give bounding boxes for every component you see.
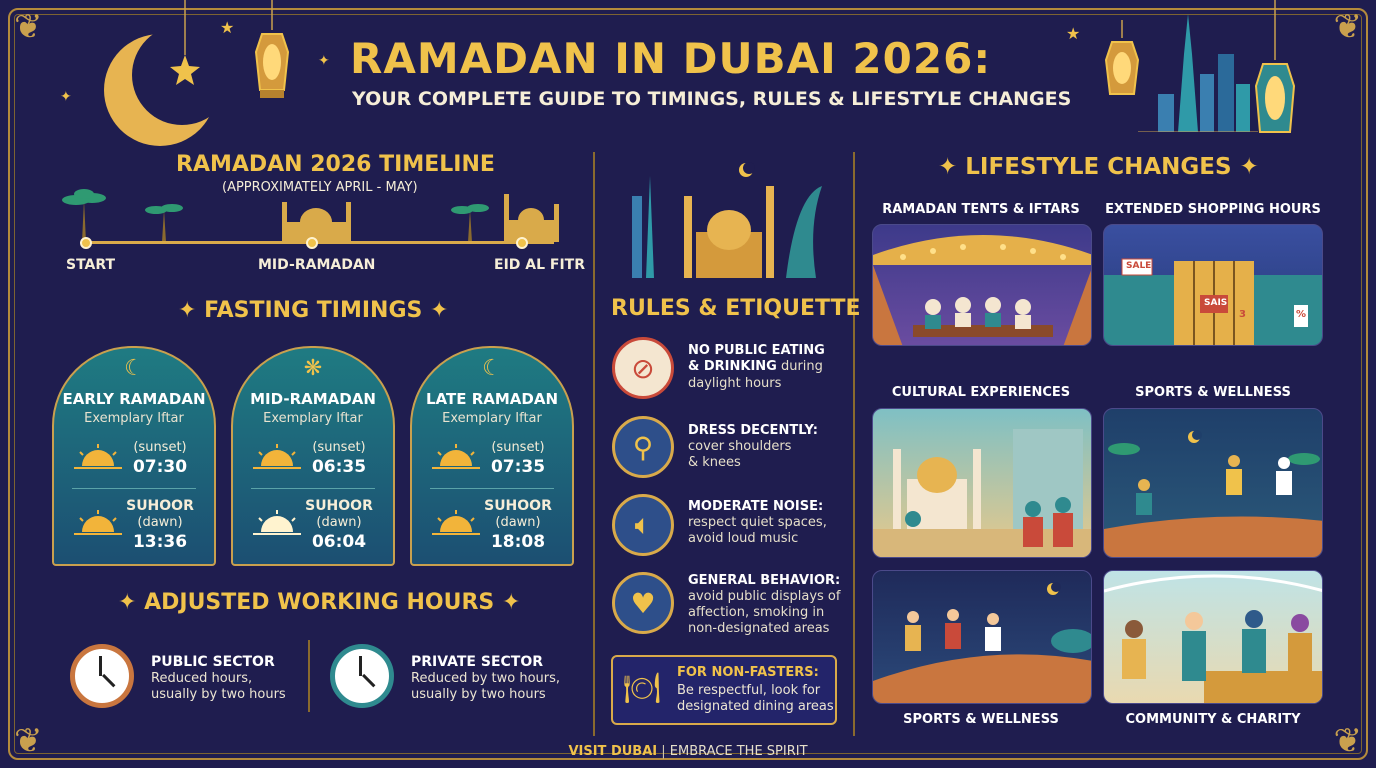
- corner-ornament-icon: ❦: [14, 7, 43, 47]
- suhoor-sub: (dawn): [137, 515, 183, 530]
- rule-4-body-3: non-designated areas: [688, 621, 830, 636]
- ornament-icon: ❋: [303, 356, 323, 381]
- card-subtitle: Exemplary Iftar: [263, 411, 363, 426]
- timeline-title: RAMADAN 2026 TIMELINE: [176, 152, 495, 177]
- rule-1-head: NO PUBLIC EATING: [688, 343, 825, 358]
- rule-3-body-1: respect quiet spaces,: [688, 515, 827, 530]
- non-fasters-line1: Be respectful, look for: [677, 683, 821, 698]
- sparkle-icon: ✦: [178, 298, 205, 323]
- timeline-point-start: [80, 237, 92, 249]
- rule-4-head: GENERAL BEHAVIOR:: [688, 573, 841, 588]
- tile-ramadan-tents: [872, 224, 1092, 346]
- mosque-skyline-illustration: [626, 156, 836, 280]
- broken-heart-icon: ♥: [612, 572, 674, 634]
- column-divider: [853, 152, 855, 736]
- tent-iftar-illustration: [873, 225, 1092, 346]
- modest-dress-icon: ⚲: [612, 416, 674, 478]
- corner-ornament-icon: ❦: [1333, 721, 1362, 761]
- rules-title: RULES & ETIQUETTE: [611, 296, 861, 321]
- card-separator: [251, 488, 375, 489]
- sparkle-icon: ✦: [422, 298, 449, 323]
- tile-caption: COMMUNITY & CHARITY: [1125, 712, 1301, 727]
- tile-shopping: [1103, 224, 1323, 346]
- rule-3-body-2: avoid loud music: [688, 531, 799, 546]
- dining-icon: 🍽︎: [623, 671, 662, 706]
- sparkle-icon: ✦: [318, 53, 330, 69]
- mall-illustration: [1104, 225, 1323, 346]
- timeline-label-mid: MID-RAMADAN: [258, 257, 376, 273]
- sparkle-icon: ✦: [118, 590, 145, 615]
- corner-ornament-icon: ❦: [14, 721, 43, 761]
- sparkle-icon: ★: [220, 18, 235, 37]
- clock-icon: [70, 644, 134, 708]
- lantern-icon: [250, 0, 294, 110]
- running-illustration: [1104, 409, 1323, 558]
- dubai-skyline-icon: [1138, 14, 1258, 132]
- iftar-time: 06:35: [311, 457, 367, 477]
- fasting-title-text: FASTING TIMINGS: [204, 298, 423, 323]
- private-sector-title: PRIVATE SECTOR: [411, 654, 544, 670]
- fasting-card-late: [410, 346, 574, 566]
- card-separator: [430, 488, 554, 489]
- sunrise-icon: [72, 508, 124, 538]
- rule-2-head: DRESS DECENTLY:: [688, 423, 818, 438]
- page-subtitle: YOUR COMPLETE GUIDE TO TIMINGS, RULES & LIFESTYLE CHANGES: [352, 88, 1072, 110]
- rule-1-head2: [688, 359, 823, 374]
- card-title: MID-RAMADAN: [250, 390, 376, 408]
- suhoor-label: SUHOOR: [484, 498, 552, 514]
- tile-caption: SPORTS & WELLNESS: [1135, 385, 1291, 400]
- hours-divider: [308, 640, 310, 712]
- private-sector-line2: usually by two hours: [411, 687, 546, 702]
- sparkle-icon: ★: [1066, 24, 1081, 43]
- tile-sports-1: [1103, 408, 1323, 558]
- timeline-subtitle: (APPROXIMATELY APRIL - MAY): [222, 180, 418, 195]
- iftar-label: (sunset): [312, 440, 366, 455]
- public-sector-line1: Reduced hours,: [151, 671, 253, 686]
- sale-sign: %: [1296, 309, 1307, 320]
- tile-caption: SPORTS & WELLNESS: [903, 712, 1059, 727]
- clock-hand: [102, 674, 115, 687]
- public-sector-line2: usually by two hours: [151, 687, 286, 702]
- private-sector-line1: Reduced by two hours,: [411, 671, 561, 686]
- page-title: RAMADAN IN DUBAI 2026:: [350, 34, 992, 83]
- clock-hand: [359, 656, 362, 676]
- sparkle-icon: ✦: [60, 89, 72, 105]
- clock-hand: [99, 656, 102, 676]
- timeline-line: [84, 241, 554, 244]
- iftar-time: 07:35: [490, 457, 546, 477]
- jogging-illustration: [873, 571, 1092, 704]
- fasting-card-mid: [231, 346, 395, 566]
- rule-2-body-1: cover shoulders: [688, 439, 792, 454]
- iftar-time: 07:30: [132, 457, 188, 477]
- rule-1-body: daylight hours: [688, 376, 782, 391]
- sale-sign: 3: [1239, 309, 1246, 320]
- working-hours-title: [118, 590, 520, 615]
- sale-sign: SALE: [1126, 261, 1152, 271]
- tile-caption: CULTURAL EXPERIENCES: [891, 385, 1071, 400]
- suhoor-label: SUHOOR: [305, 498, 373, 514]
- rule-4-body-2: affection, smoking in: [688, 605, 825, 620]
- tile-caption: RAMADAN TENTS & IFTARS: [882, 202, 1080, 217]
- timeline-label-end: EID AL FITR: [494, 257, 585, 273]
- footer: [0, 744, 1376, 759]
- fasting-title: [178, 298, 448, 323]
- non-fasters-head: FOR NON-FASTERS:: [677, 665, 819, 680]
- timeline-point-end: [516, 237, 528, 249]
- tile-sports-2: [872, 570, 1092, 704]
- hanging-star-icon: [170, 0, 200, 90]
- card-subtitle: Exemplary Iftar: [442, 411, 542, 426]
- card-separator: [72, 488, 196, 489]
- speaker-icon: 🔈︎: [612, 494, 674, 556]
- tile-caption: EXTENDED SHOPPING HOURS: [1105, 202, 1321, 217]
- suhoor-time: 06:04: [311, 532, 367, 552]
- sale-sign: SAIS: [1204, 298, 1228, 308]
- sunrise-icon: [251, 508, 303, 538]
- tile-cultural: [872, 408, 1092, 558]
- iftar-label: (sunset): [491, 440, 545, 455]
- suhoor-sub: (dawn): [495, 515, 541, 530]
- rule-1-head2-bold: & DRINKING: [688, 359, 777, 374]
- sunrise-icon: [430, 508, 482, 538]
- non-fasters-line2: designated dining areas: [677, 699, 834, 714]
- lifestyle-title: [938, 154, 1259, 180]
- fasting-card-early: [52, 346, 216, 566]
- sparkle-icon: ✦: [1231, 154, 1259, 180]
- sunset-icon: [251, 442, 303, 472]
- rule-3-head: MODERATE NOISE:: [688, 499, 824, 514]
- cultural-illustration: [873, 409, 1092, 558]
- rule-2-body-2: & knees: [688, 455, 741, 470]
- timeline-label-start: START: [66, 257, 116, 273]
- sparkle-icon: ✦: [938, 154, 966, 180]
- footer-tagline: EMBRACE THE SPIRIT: [669, 744, 808, 759]
- sparkle-icon: ✦: [494, 590, 521, 615]
- rule-4-body-1: avoid public displays of: [688, 589, 841, 604]
- sunset-icon: [72, 442, 124, 472]
- suhoor-time: 13:36: [132, 532, 188, 552]
- working-hours-title-text: ADJUSTED WORKING HOURS: [144, 590, 495, 615]
- card-title: EARLY RAMADAN: [62, 390, 206, 408]
- column-divider: [593, 152, 595, 736]
- suhoor-sub: (dawn): [316, 515, 362, 530]
- rule-1-head2-rest: during: [776, 359, 823, 374]
- crescent-icon: ☾: [482, 356, 502, 381]
- card-subtitle: Exemplary Iftar: [84, 411, 184, 426]
- corner-ornament-icon: ❦: [1333, 7, 1362, 47]
- lantern-icon: [1250, 0, 1300, 150]
- lifestyle-title-text: LIFESTYLE CHANGES: [965, 154, 1232, 180]
- charity-illustration: [1104, 571, 1323, 704]
- clock-icon: [330, 644, 394, 708]
- clock-hand: [362, 674, 375, 687]
- crescent-moon-icon: [90, 20, 230, 150]
- suhoor-time: 18:08: [490, 532, 546, 552]
- public-sector-title: PUBLIC SECTOR: [151, 654, 275, 670]
- tile-community: [1103, 570, 1323, 704]
- no-eating-icon: ⊘: [612, 337, 674, 399]
- card-title: LATE RAMADAN: [425, 390, 558, 408]
- crescent-icon: ☾: [124, 356, 144, 381]
- footer-brand: VISIT DUBAI: [568, 744, 658, 759]
- suhoor-label: SUHOOR: [126, 498, 194, 514]
- sunset-icon: [430, 442, 482, 472]
- footer-divider: |: [661, 744, 666, 759]
- non-fasters-box: [611, 655, 837, 725]
- iftar-label: (sunset): [133, 440, 187, 455]
- timeline-point-mid: [306, 237, 318, 249]
